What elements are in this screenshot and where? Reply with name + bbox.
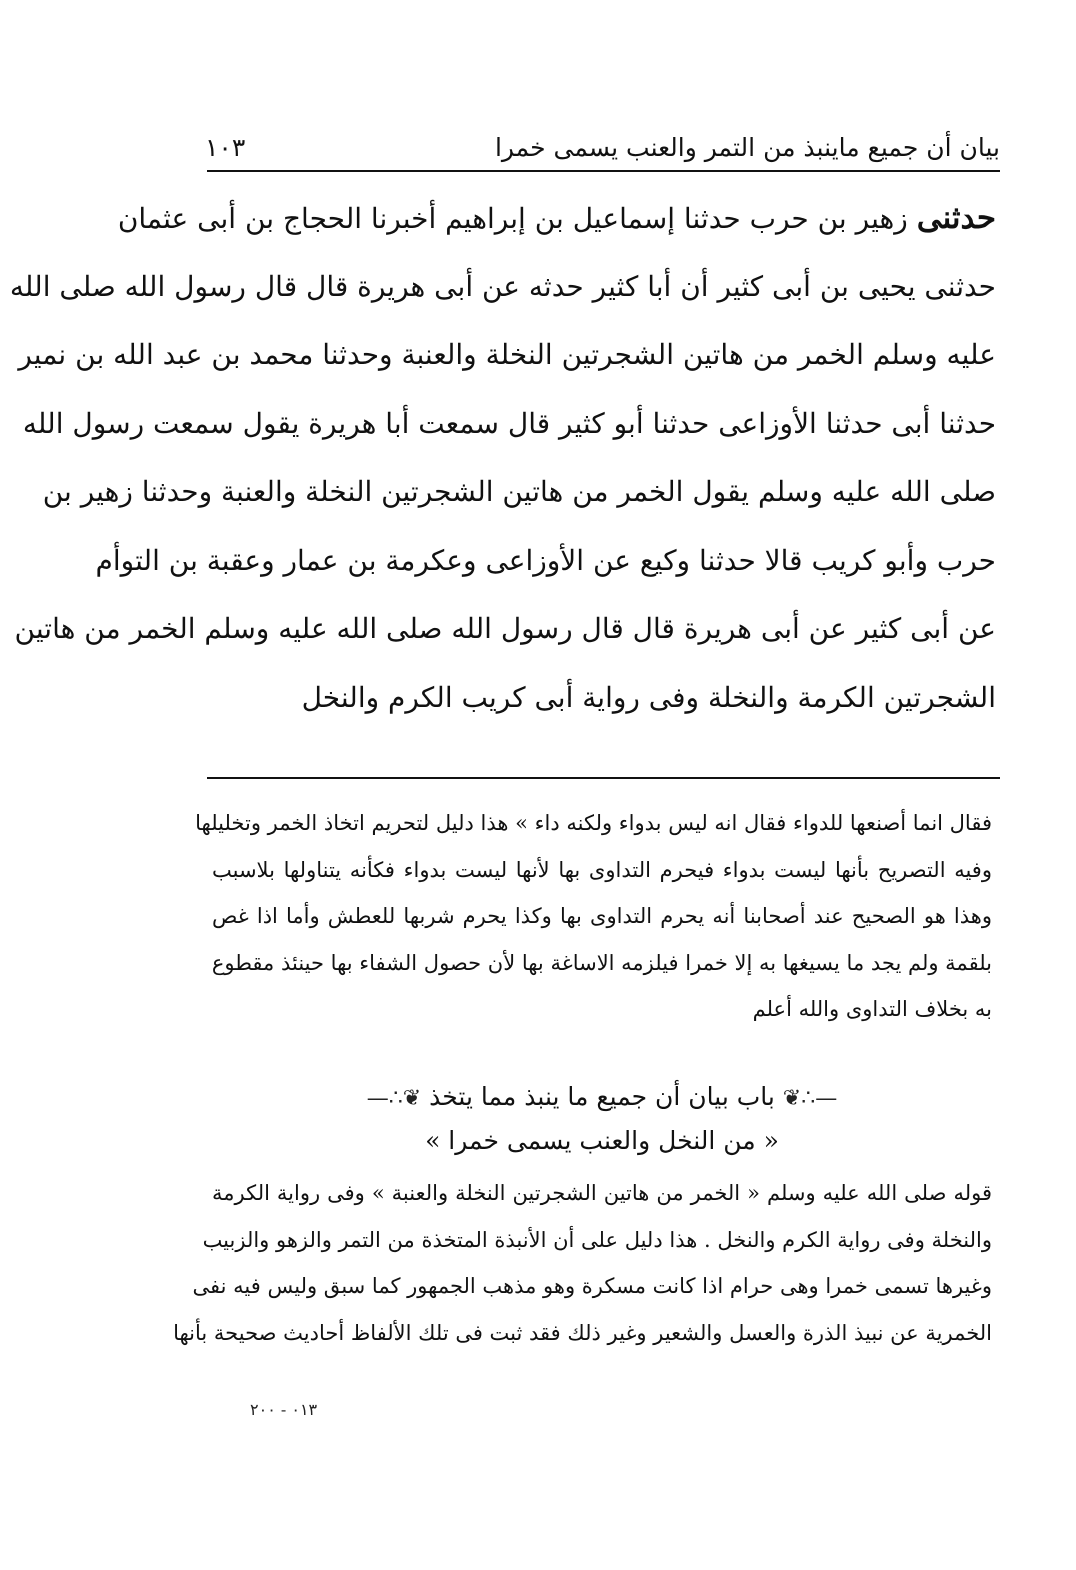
section-rule bbox=[207, 777, 1000, 779]
commentary-line: وفيه التصريح بأنها ليست بدواء فيحرم التداوى بها لأنها ليست بدواء فكأنه يتناولها بلاسبب bbox=[212, 857, 992, 882]
page-number: ١٠٣ bbox=[205, 132, 246, 162]
hadith-line-text: حدثنا أبى حدثنا الأوزاعى حدثنا أبو كثير قال سمعت أبا هريرة يقول سمعت رسول الله bbox=[22, 406, 996, 440]
hadith-line-text: حدثنى يحيى بن أبى كثير أن أبا كثير حدثه عن أبى هريرة قال قال رسول الله صلى الله bbox=[9, 269, 996, 303]
chapter-heading-line-1 bbox=[212, 1075, 992, 1119]
hadith-line bbox=[9, 253, 996, 322]
chapter-heading bbox=[212, 1075, 992, 1163]
commentary-line: بلقمة ولم يجد ما يسيغها به إلا خمرا فيلزمه الاساغة بها لأن حصول الشفاء بها حينئذ مقطوع bbox=[211, 950, 992, 975]
commentary-line: قوله صلى الله عليه وسلم « الخمر من هاتين الشجرتين النخلة والعنبة » وفى رواية الكرمة bbox=[212, 1181, 992, 1205]
commentary-block bbox=[195, 800, 992, 1033]
signature-mark: ٠١٣ - ٢٠٠ bbox=[250, 1400, 318, 1419]
narration-keyword: حدثنى bbox=[916, 200, 996, 236]
running-title: بيان أن جميع ماينبذ من التمر والعنب يسمى خمرا bbox=[494, 132, 1000, 162]
hadith-line bbox=[210, 664, 996, 733]
commentary-line: الخمرية عن نبيذ الذرة والعسل والشعير وغير ذلك فقد ثبت فى تلك الألفاظ أحاديث صحيحة بأنها bbox=[173, 1320, 992, 1345]
hadith-text bbox=[9, 184, 996, 732]
running-header bbox=[205, 124, 1000, 170]
hadith-line bbox=[42, 458, 996, 527]
commentary-line: به بخلاف التداوى والله أعلم bbox=[752, 997, 992, 1021]
hadith-line bbox=[18, 321, 996, 390]
commentary-block-2 bbox=[173, 1170, 992, 1356]
hadith-line-text: صلى الله عليه وسلم يقول الخمر من هاتين الشجرتين النخلة والعنبة وحدثنا زهير بن bbox=[42, 475, 996, 508]
commentary-line: وهذا هو الصحيح عند أصحابنا أنه يحرم التداوى بها وكذا يحرم شربها للعطش وأما اذا غص bbox=[212, 904, 992, 928]
hadith-line bbox=[14, 595, 996, 664]
hadith-line-text: عليه وسلم الخمر من هاتين الشجرتين النخلة والعنبة وحدثنا محمد بن عبد الله بن نمير bbox=[18, 338, 996, 371]
hadith-line-text: عن أبى كثير عن أبى هريرة قال قال رسول الله صلى الله عليه وسلم الخمر من هاتين bbox=[14, 612, 996, 645]
ornament-icon: —∴❦ bbox=[782, 1086, 838, 1111]
chapter-heading-line-2: « من النخل والعنب يسمى خمرا » bbox=[425, 1126, 779, 1155]
hadith-line-text: زهير بن حرب حدثنا إسماعيل بن إبراهيم أخبرنا الحجاج بن أبى عثمان bbox=[117, 202, 908, 235]
commentary-line: وغيرها تسمى خمرا وهى حرام اذا كانت مسكرة وهو مذهب الجمهور كما سبق وليس فيه نفى bbox=[192, 1274, 992, 1298]
commentary-line: فقال انما أصنعها للدواء فقال انه ليس بدواء ولكنه داء » هذا دليل لتحريم اتخاذ الخمر وتخليلها bbox=[195, 811, 992, 835]
chapter-title: باب بيان أن جميع ما ينبذ مما يتخذ bbox=[429, 1082, 775, 1111]
hadith-line-text: حرب وأبو كريب قالا حدثنا وكيع عن الأوزاعى وعكرمة بن عمار وعقبة بن التوأم bbox=[95, 543, 996, 577]
hadith-line bbox=[117, 184, 996, 253]
header-rule bbox=[207, 170, 1000, 172]
hadith-line bbox=[95, 527, 996, 596]
hadith-line-text: الشجرتين الكرمة والنخلة وفى رواية أبى كريب الكرم والنخل bbox=[301, 680, 996, 714]
ornament-icon: ❦∴— bbox=[366, 1086, 422, 1111]
commentary-line: والنخلة وفى رواية الكرم والنخل . هذا دليل على أن الأنبذة المتخذة من التمر والزهو والزبيب bbox=[202, 1227, 992, 1252]
hadith-line bbox=[22, 390, 996, 459]
